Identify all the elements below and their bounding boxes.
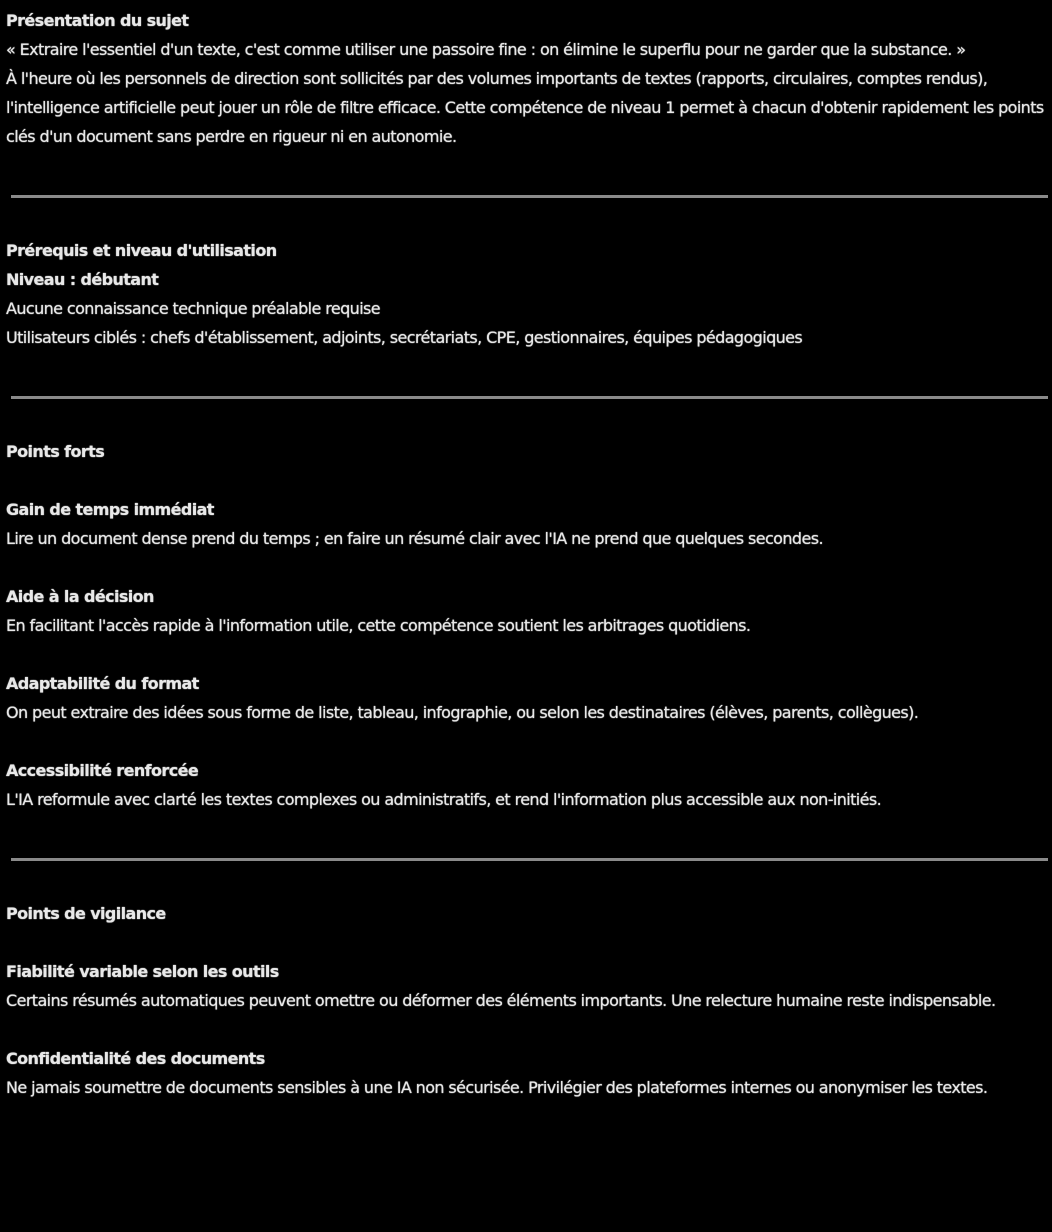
strength-item	[6, 756, 1050, 814]
prerequisites-level: Niveau : débutant	[6, 270, 159, 289]
strength-title: Accessibilité renforcée	[6, 761, 199, 780]
vigilance-item	[6, 957, 1050, 1015]
vigilance-title: Fiabilité variable selon les outils	[6, 962, 279, 981]
prerequisites-knowledge: Aucune connaissance technique préalable requise	[6, 299, 381, 318]
section-vigilance	[6, 899, 1050, 1102]
strength-text: En facilitant l'accès rapide à l'information utile, cette compétence soutient les arbitrages quotidiens.	[6, 616, 751, 635]
strength-text: On peut extraire des idées sous forme de liste, tableau, infographie, ou selon les destinataires (élèves, parents, collègues).	[6, 703, 919, 722]
vigilance-item	[6, 1044, 1050, 1102]
strength-title: Gain de temps immédiat	[6, 500, 214, 519]
document-page	[6, 6, 1050, 1102]
strength-item	[6, 669, 1050, 727]
strengths-heading: Points forts	[6, 442, 105, 461]
section-strengths	[6, 437, 1050, 814]
presentation-body: À l'heure où les personnels de direction sont sollicités par des volumes importants de textes (rapports, circulaires, comptes rendus), l'intelligence artificielle peut jouer un rôle de filtre efficace. Cette compétence de niveau 1 permet à chacun d'obtenir rapidement les points clés d'un document sans perdre en rigueur ni en autonomie.	[6, 69, 1044, 146]
section-presentation	[6, 6, 1050, 151]
prerequisites-heading: Prérequis et niveau d'utilisation	[6, 241, 277, 260]
vigilance-title: Confidentialité des documents	[6, 1049, 265, 1068]
section-prerequisites	[6, 236, 1050, 352]
strength-item	[6, 582, 1050, 640]
strength-title: Adaptabilité du format	[6, 674, 199, 693]
strength-title: Aide à la décision	[6, 587, 154, 606]
strength-item	[6, 495, 1050, 553]
vigilance-text: Certains résumés automatiques peuvent omettre ou déformer des éléments importants. Une relecture humaine reste indispensable.	[6, 991, 996, 1010]
vigilance-heading: Points de vigilance	[6, 904, 166, 923]
prerequisites-users: Utilisateurs ciblés : chefs d'établissement, adjoints, secrétariats, CPE, gestionnaires, équipes pédagogiques	[6, 328, 803, 347]
strength-text: Lire un document dense prend du temps ; en faire un résumé clair avec l'IA ne prend que quelques secondes.	[6, 529, 823, 548]
presentation-quote: « Extraire l'essentiel d'un texte, c'est comme utiliser une passoire fine : on élimine le superflu pour ne garder que la substance. »	[6, 40, 966, 59]
presentation-heading: Présentation du sujet	[6, 11, 189, 30]
vigilance-text: Ne jamais soumettre de documents sensibles à une IA non sécurisée. Privilégier des plateformes internes ou anonymiser les textes.	[6, 1078, 988, 1097]
strength-text: L'IA reformule avec clarté les textes complexes ou administratifs, et rend l'information plus accessible aux non-initiés.	[6, 790, 882, 809]
